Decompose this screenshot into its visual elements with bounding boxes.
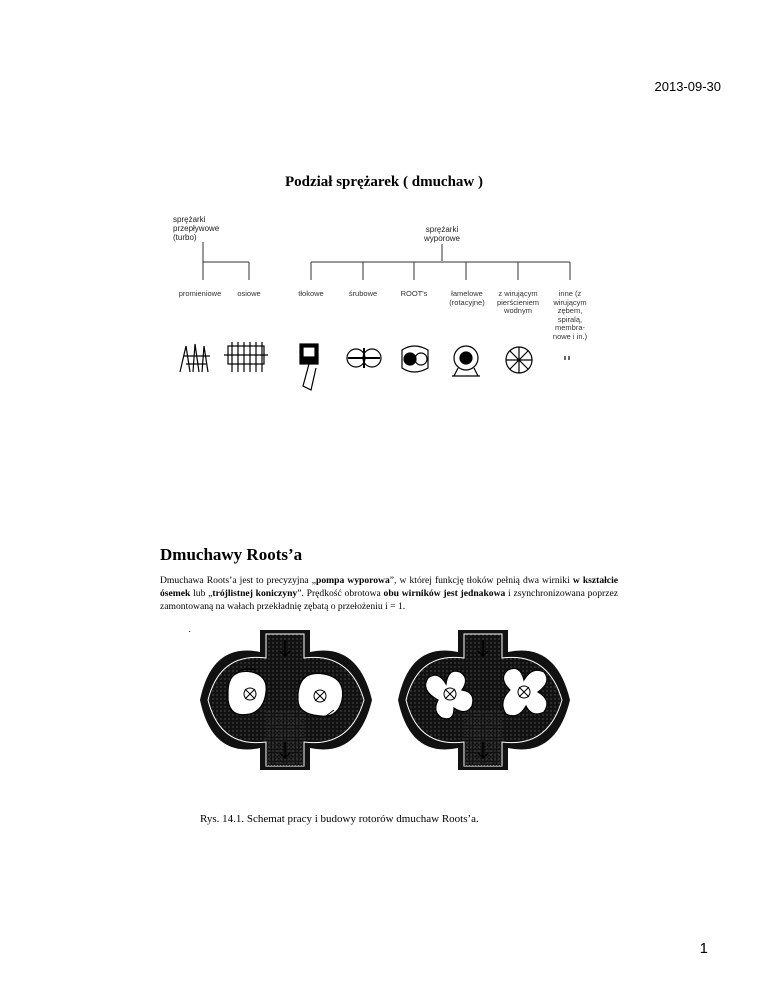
page-number: 1 bbox=[699, 940, 708, 957]
section-heading: Dmuchawy Roots’a bbox=[160, 545, 303, 564]
screw-compressor-icon bbox=[347, 348, 381, 368]
category-lamelowe: łamelowe (rotacyjne) bbox=[449, 289, 485, 307]
emphasis-jednakowa: obu wirników jest jednakowa bbox=[383, 588, 506, 599]
roots-blower-figure bbox=[160, 620, 610, 800]
svg-text:˙: ˙ bbox=[188, 630, 192, 641]
emphasis-osemki: w kształcie ósemek bbox=[160, 575, 618, 599]
category-promieniowe: promieniowe bbox=[178, 289, 222, 298]
vane-compressor-icon bbox=[452, 346, 480, 376]
emphasis-pompa-wyporowa: pompa wyporowa bbox=[315, 575, 390, 586]
category-tlokowe: tłokowe bbox=[298, 289, 324, 298]
paragraph-text-5: i zsynchronizowana poprzez zamontowaną na wałach przekładnię zębatą o przełożeniu i = 1. bbox=[160, 588, 618, 612]
left-root-label: sprężarki przepływowe (turbo) bbox=[173, 215, 220, 242]
liquid-ring-compressor-icon bbox=[506, 347, 532, 373]
roots-description bbox=[160, 574, 618, 613]
category-srubowe: śrubowe bbox=[348, 289, 378, 298]
paragraph-text-3: lub „ bbox=[190, 588, 213, 599]
machine-pictograms bbox=[0, 336, 768, 411]
paragraph-text-2: ”, w której funkcję tłoków pełnią dwa wirniki bbox=[389, 575, 573, 586]
right-root-label: sprężarki wyporowe bbox=[423, 225, 460, 243]
figure-caption: Rys. 14.1. Schemat pracy i budowy rotorów dmuchaw Roots’a. bbox=[200, 813, 479, 825]
paragraph-text-1: Dmuchawa Roots’a jest to precyzyjna „ bbox=[160, 575, 316, 586]
header-date: 2013-09-30 bbox=[654, 79, 721, 94]
housing-left bbox=[200, 630, 372, 770]
diagram-title: Podział sprężarek ( dmuchaw ) bbox=[284, 174, 484, 190]
category-roots: ROOT's bbox=[400, 289, 428, 298]
axial-compressor-icon bbox=[224, 342, 268, 372]
classification-tree bbox=[0, 0, 768, 420]
category-osiowe: osiowe bbox=[237, 289, 261, 298]
other-compressor-icon bbox=[565, 356, 569, 360]
emphasis-koniczyna: trójlistnej koniczyny bbox=[212, 588, 298, 599]
roots-blower-icon bbox=[402, 346, 428, 372]
category-inne: inne (z wirującym zębem, spiralą, membra- nowe i in.) bbox=[552, 289, 588, 341]
housing-right bbox=[398, 630, 570, 770]
piston-compressor-icon bbox=[300, 344, 318, 390]
radial-compressor-icon bbox=[180, 344, 210, 372]
paragraph-text-4: ”. Prędkość obrotowa bbox=[297, 588, 384, 599]
category-liquid-ring: z wirującym pierścieniem wodnym bbox=[496, 289, 540, 315]
